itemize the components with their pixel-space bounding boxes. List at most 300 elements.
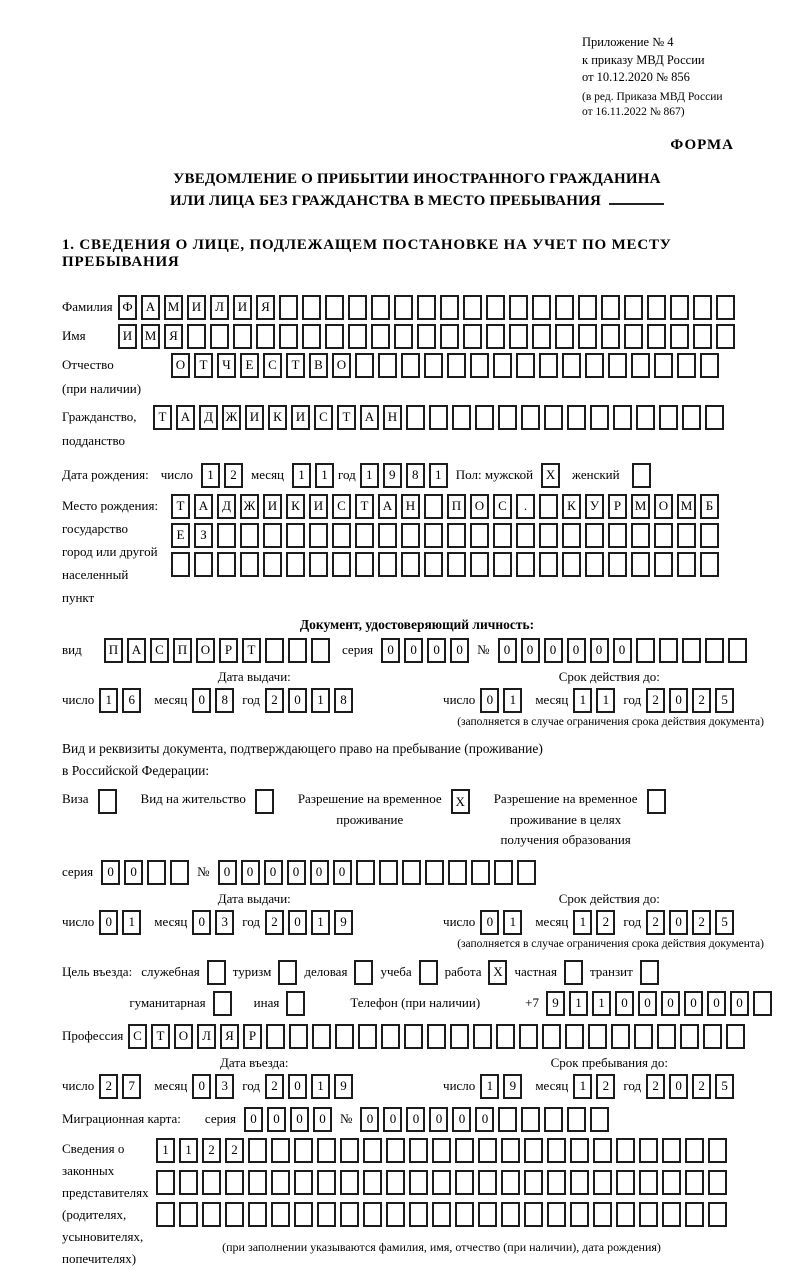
char-cell[interactable]: 0	[615, 991, 634, 1016]
char-cell[interactable]: 0	[192, 1074, 211, 1099]
char-cell[interactable]	[302, 324, 321, 349]
char-cell[interactable]: 9	[383, 463, 402, 488]
char-cell[interactable]	[539, 494, 558, 519]
char-cell[interactable]: М	[677, 494, 696, 519]
char-cell[interactable]: 2	[646, 1074, 665, 1099]
char-cell[interactable]: 0	[360, 1107, 379, 1132]
char-cell[interactable]: О	[332, 353, 351, 378]
char-cell[interactable]	[567, 1107, 586, 1132]
char-cell[interactable]: П	[104, 638, 123, 663]
char-cell[interactable]	[516, 523, 535, 548]
char-cell[interactable]	[498, 1107, 517, 1132]
char-cell[interactable]	[708, 1170, 727, 1195]
char-cell[interactable]: 0	[99, 910, 118, 935]
char-cell[interactable]	[616, 1170, 635, 1195]
char-cell[interactable]: У	[585, 494, 604, 519]
char-cell[interactable]	[265, 638, 284, 663]
char-cell[interactable]	[379, 860, 398, 885]
char-cell[interactable]: 0	[218, 860, 237, 885]
char-cell[interactable]	[578, 295, 597, 320]
char-cell[interactable]: Я	[220, 1024, 239, 1049]
char-cell[interactable]	[524, 1202, 543, 1227]
char-cell[interactable]: 1	[201, 463, 220, 488]
edu-permit-checkbox[interactable]	[647, 789, 666, 814]
char-cell[interactable]	[248, 1138, 267, 1163]
char-cell[interactable]: Р	[219, 638, 238, 663]
char-cell[interactable]	[233, 324, 252, 349]
char-cell[interactable]	[402, 860, 421, 885]
purpose-transit-checkbox[interactable]	[640, 960, 659, 985]
char-cell[interactable]	[309, 523, 328, 548]
char-cell[interactable]: 0	[452, 1107, 471, 1132]
char-cell[interactable]	[217, 552, 236, 577]
char-cell[interactable]	[286, 523, 305, 548]
char-cell[interactable]	[179, 1170, 198, 1195]
char-cell[interactable]: Т	[171, 494, 190, 519]
char-cell[interactable]	[654, 523, 673, 548]
char-cell[interactable]: 0	[521, 638, 540, 663]
char-cell[interactable]	[470, 523, 489, 548]
visa-checkbox[interactable]	[98, 789, 117, 814]
char-cell[interactable]	[705, 638, 724, 663]
char-cell[interactable]	[401, 353, 420, 378]
char-cell[interactable]	[332, 523, 351, 548]
char-cell[interactable]	[294, 1138, 313, 1163]
char-cell[interactable]: А	[378, 494, 397, 519]
char-cell[interactable]	[248, 1170, 267, 1195]
char-cell[interactable]: 0	[590, 638, 609, 663]
char-cell[interactable]	[440, 295, 459, 320]
char-cell[interactable]	[593, 1202, 612, 1227]
char-cell[interactable]: 0	[406, 1107, 425, 1132]
char-cell[interactable]	[325, 295, 344, 320]
char-cell[interactable]	[248, 1202, 267, 1227]
char-cell[interactable]	[662, 1202, 681, 1227]
char-cell[interactable]	[447, 353, 466, 378]
char-cell[interactable]	[394, 324, 413, 349]
char-cell[interactable]	[659, 405, 678, 430]
char-cell[interactable]	[332, 552, 351, 577]
char-cell[interactable]	[608, 523, 627, 548]
char-cell[interactable]	[521, 405, 540, 430]
char-cell[interactable]: А	[141, 295, 160, 320]
purpose-other-checkbox[interactable]	[286, 991, 305, 1016]
char-cell[interactable]	[524, 1170, 543, 1195]
char-cell[interactable]: Я	[164, 324, 183, 349]
char-cell[interactable]	[381, 1024, 400, 1049]
char-cell[interactable]	[547, 1170, 566, 1195]
char-cell[interactable]	[279, 324, 298, 349]
char-cell[interactable]	[363, 1202, 382, 1227]
char-cell[interactable]	[202, 1170, 221, 1195]
char-cell[interactable]	[613, 405, 632, 430]
char-cell[interactable]: 9	[334, 1074, 353, 1099]
char-cell[interactable]: 1	[573, 1074, 592, 1099]
char-cell[interactable]	[452, 405, 471, 430]
char-cell[interactable]	[639, 1170, 658, 1195]
char-cell[interactable]	[539, 523, 558, 548]
char-cell[interactable]: Т	[153, 405, 172, 430]
char-cell[interactable]	[562, 523, 581, 548]
char-cell[interactable]	[501, 1202, 520, 1227]
char-cell[interactable]: Т	[337, 405, 356, 430]
char-cell[interactable]: 2	[202, 1138, 221, 1163]
char-cell[interactable]: Е	[240, 353, 259, 378]
char-cell[interactable]	[700, 353, 719, 378]
char-cell[interactable]	[378, 523, 397, 548]
char-cell[interactable]	[494, 860, 513, 885]
char-cell[interactable]: 2	[265, 910, 284, 935]
char-cell[interactable]	[547, 1138, 566, 1163]
char-cell[interactable]: 0	[101, 860, 120, 885]
char-cell[interactable]	[432, 1138, 451, 1163]
char-cell[interactable]: 7	[122, 1074, 141, 1099]
char-cell[interactable]: Н	[401, 494, 420, 519]
char-cell[interactable]	[677, 552, 696, 577]
char-cell[interactable]: 1	[156, 1138, 175, 1163]
char-cell[interactable]	[501, 1170, 520, 1195]
char-cell[interactable]	[716, 295, 735, 320]
char-cell[interactable]	[417, 324, 436, 349]
char-cell[interactable]: И	[291, 405, 310, 430]
char-cell[interactable]	[544, 1107, 563, 1132]
char-cell[interactable]	[450, 1024, 469, 1049]
char-cell[interactable]: 5	[715, 688, 734, 713]
char-cell[interactable]	[225, 1170, 244, 1195]
char-cell[interactable]	[636, 405, 655, 430]
char-cell[interactable]	[670, 295, 689, 320]
char-cell[interactable]	[194, 552, 213, 577]
char-cell[interactable]	[271, 1138, 290, 1163]
char-cell[interactable]	[217, 523, 236, 548]
char-cell[interactable]	[708, 1202, 727, 1227]
char-cell[interactable]: Т	[286, 353, 305, 378]
char-cell[interactable]	[455, 1202, 474, 1227]
char-cell[interactable]	[496, 1024, 515, 1049]
char-cell[interactable]	[659, 638, 678, 663]
char-cell[interactable]: 1	[592, 991, 611, 1016]
char-cell[interactable]	[312, 1024, 331, 1049]
char-cell[interactable]	[171, 552, 190, 577]
char-cell[interactable]	[340, 1170, 359, 1195]
char-cell[interactable]: Ч	[217, 353, 236, 378]
char-cell[interactable]: 0	[684, 991, 703, 1016]
char-cell[interactable]	[639, 1138, 658, 1163]
char-cell[interactable]	[401, 552, 420, 577]
char-cell[interactable]: 1	[596, 688, 615, 713]
char-cell[interactable]	[562, 353, 581, 378]
char-cell[interactable]	[427, 1024, 446, 1049]
gender-female-checkbox[interactable]	[632, 463, 651, 488]
char-cell[interactable]	[685, 1138, 704, 1163]
char-cell[interactable]	[271, 1170, 290, 1195]
char-cell[interactable]	[378, 552, 397, 577]
char-cell[interactable]: 1	[311, 910, 330, 935]
char-cell[interactable]: 0	[288, 910, 307, 935]
char-cell[interactable]: О	[196, 638, 215, 663]
char-cell[interactable]: 0	[310, 860, 329, 885]
char-cell[interactable]: А	[360, 405, 379, 430]
char-cell[interactable]: П	[173, 638, 192, 663]
purpose-work-checkbox[interactable]: X	[488, 960, 507, 985]
char-cell[interactable]	[478, 1138, 497, 1163]
purpose-study-checkbox[interactable]	[419, 960, 438, 985]
char-cell[interactable]	[302, 295, 321, 320]
char-cell[interactable]	[440, 324, 459, 349]
char-cell[interactable]	[432, 1202, 451, 1227]
char-cell[interactable]	[471, 860, 490, 885]
char-cell[interactable]	[657, 1024, 676, 1049]
char-cell[interactable]	[294, 1170, 313, 1195]
char-cell[interactable]: Д	[217, 494, 236, 519]
char-cell[interactable]: 0	[290, 1107, 309, 1132]
char-cell[interactable]: Н	[383, 405, 402, 430]
char-cell[interactable]: 0	[730, 991, 749, 1016]
char-cell[interactable]: 2	[646, 910, 665, 935]
char-cell[interactable]: 1	[569, 991, 588, 1016]
char-cell[interactable]	[654, 353, 673, 378]
char-cell[interactable]	[682, 638, 701, 663]
char-cell[interactable]	[355, 523, 374, 548]
char-cell[interactable]	[256, 324, 275, 349]
char-cell[interactable]	[386, 1202, 405, 1227]
char-cell[interactable]	[608, 353, 627, 378]
char-cell[interactable]	[524, 1138, 543, 1163]
char-cell[interactable]: Т	[355, 494, 374, 519]
char-cell[interactable]	[363, 1138, 382, 1163]
char-cell[interactable]	[470, 552, 489, 577]
char-cell[interactable]	[317, 1138, 336, 1163]
char-cell[interactable]	[424, 552, 443, 577]
char-cell[interactable]	[647, 295, 666, 320]
char-cell[interactable]: В	[309, 353, 328, 378]
char-cell[interactable]	[147, 860, 166, 885]
char-cell[interactable]: 0	[429, 1107, 448, 1132]
char-cell[interactable]: Ж	[222, 405, 241, 430]
char-cell[interactable]	[501, 1138, 520, 1163]
char-cell[interactable]: 1	[311, 1074, 330, 1099]
char-cell[interactable]: О	[654, 494, 673, 519]
char-cell[interactable]: Р	[243, 1024, 262, 1049]
char-cell[interactable]	[424, 353, 443, 378]
char-cell[interactable]: К	[268, 405, 287, 430]
char-cell[interactable]	[517, 860, 536, 885]
char-cell[interactable]: 1	[360, 463, 379, 488]
char-cell[interactable]: 1	[573, 688, 592, 713]
char-cell[interactable]	[624, 295, 643, 320]
char-cell[interactable]	[539, 353, 558, 378]
char-cell[interactable]: П	[447, 494, 466, 519]
char-cell[interactable]: 0	[544, 638, 563, 663]
char-cell[interactable]	[567, 405, 586, 430]
temp-permit-checkbox[interactable]: X	[451, 789, 470, 814]
char-cell[interactable]	[156, 1202, 175, 1227]
char-cell[interactable]	[325, 324, 344, 349]
char-cell[interactable]: 0	[192, 910, 211, 935]
char-cell[interactable]	[590, 1107, 609, 1132]
char-cell[interactable]	[590, 405, 609, 430]
char-cell[interactable]: 0	[427, 638, 446, 663]
char-cell[interactable]: 2	[692, 688, 711, 713]
char-cell[interactable]	[547, 1202, 566, 1227]
char-cell[interactable]: 8	[334, 688, 353, 713]
char-cell[interactable]	[578, 324, 597, 349]
char-cell[interactable]	[240, 523, 259, 548]
char-cell[interactable]	[470, 353, 489, 378]
purpose-tourism-checkbox[interactable]	[278, 960, 297, 985]
char-cell[interactable]: Л	[197, 1024, 216, 1049]
char-cell[interactable]	[708, 1138, 727, 1163]
char-cell[interactable]	[570, 1138, 589, 1163]
char-cell[interactable]	[611, 1024, 630, 1049]
char-cell[interactable]: 2	[224, 463, 243, 488]
char-cell[interactable]: 8	[406, 463, 425, 488]
char-cell[interactable]	[401, 523, 420, 548]
char-cell[interactable]	[532, 295, 551, 320]
char-cell[interactable]	[662, 1170, 681, 1195]
char-cell[interactable]	[409, 1138, 428, 1163]
purpose-humanitarian-checkbox[interactable]	[213, 991, 232, 1016]
char-cell[interactable]: М	[164, 295, 183, 320]
char-cell[interactable]: 0	[192, 688, 211, 713]
char-cell[interactable]: 0	[383, 1107, 402, 1132]
char-cell[interactable]: Л	[210, 295, 229, 320]
char-cell[interactable]: Д	[199, 405, 218, 430]
char-cell[interactable]: 0	[124, 860, 143, 885]
char-cell[interactable]	[562, 552, 581, 577]
char-cell[interactable]	[585, 523, 604, 548]
char-cell[interactable]	[478, 1170, 497, 1195]
char-cell[interactable]	[409, 1202, 428, 1227]
char-cell[interactable]: 0	[613, 638, 632, 663]
char-cell[interactable]: Я	[256, 295, 275, 320]
char-cell[interactable]	[279, 295, 298, 320]
char-cell[interactable]: Е	[171, 523, 190, 548]
char-cell[interactable]: 2	[646, 688, 665, 713]
char-cell[interactable]	[170, 860, 189, 885]
purpose-business-checkbox[interactable]	[354, 960, 373, 985]
char-cell[interactable]	[521, 1107, 540, 1132]
char-cell[interactable]: 1	[480, 1074, 499, 1099]
char-cell[interactable]	[486, 295, 505, 320]
char-cell[interactable]	[516, 353, 535, 378]
char-cell[interactable]	[455, 1170, 474, 1195]
char-cell[interactable]	[348, 324, 367, 349]
char-cell[interactable]: С	[150, 638, 169, 663]
char-cell[interactable]	[424, 523, 443, 548]
char-cell[interactable]	[493, 523, 512, 548]
char-cell[interactable]	[670, 324, 689, 349]
char-cell[interactable]	[335, 1024, 354, 1049]
char-cell[interactable]: 1	[122, 910, 141, 935]
char-cell[interactable]	[555, 324, 574, 349]
char-cell[interactable]	[289, 1024, 308, 1049]
char-cell[interactable]: 1	[429, 463, 448, 488]
char-cell[interactable]	[705, 405, 724, 430]
purpose-private-checkbox[interactable]	[564, 960, 583, 985]
char-cell[interactable]: 0	[287, 860, 306, 885]
char-cell[interactable]: 2	[99, 1074, 118, 1099]
char-cell[interactable]	[448, 860, 467, 885]
char-cell[interactable]	[570, 1170, 589, 1195]
char-cell[interactable]	[685, 1170, 704, 1195]
char-cell[interactable]: 1	[503, 688, 522, 713]
char-cell[interactable]	[179, 1202, 198, 1227]
char-cell[interactable]	[394, 295, 413, 320]
char-cell[interactable]	[386, 1138, 405, 1163]
char-cell[interactable]	[363, 1170, 382, 1195]
char-cell[interactable]: 0	[707, 991, 726, 1016]
char-cell[interactable]: К	[562, 494, 581, 519]
char-cell[interactable]: 0	[241, 860, 260, 885]
char-cell[interactable]	[210, 324, 229, 349]
char-cell[interactable]: 2	[225, 1138, 244, 1163]
char-cell[interactable]	[677, 353, 696, 378]
char-cell[interactable]	[565, 1024, 584, 1049]
char-cell[interactable]	[542, 1024, 561, 1049]
char-cell[interactable]	[409, 1170, 428, 1195]
char-cell[interactable]: Т	[242, 638, 261, 663]
char-cell[interactable]	[498, 405, 517, 430]
char-cell[interactable]	[309, 552, 328, 577]
residence-permit-checkbox[interactable]	[255, 789, 274, 814]
char-cell[interactable]	[516, 552, 535, 577]
char-cell[interactable]	[271, 1202, 290, 1227]
char-cell[interactable]: 5	[715, 1074, 734, 1099]
char-cell[interactable]: 0	[381, 638, 400, 663]
char-cell[interactable]: 5	[715, 910, 734, 935]
char-cell[interactable]	[463, 324, 482, 349]
char-cell[interactable]	[263, 523, 282, 548]
char-cell[interactable]: 8	[215, 688, 234, 713]
char-cell[interactable]	[601, 324, 620, 349]
char-cell[interactable]	[677, 523, 696, 548]
char-cell[interactable]: 0	[475, 1107, 494, 1132]
char-cell[interactable]: 0	[638, 991, 657, 1016]
char-cell[interactable]	[371, 324, 390, 349]
char-cell[interactable]	[631, 353, 650, 378]
char-cell[interactable]: 0	[661, 991, 680, 1016]
char-cell[interactable]	[317, 1202, 336, 1227]
char-cell[interactable]: 2	[692, 1074, 711, 1099]
char-cell[interactable]: 0	[288, 688, 307, 713]
char-cell[interactable]: С	[263, 353, 282, 378]
char-cell[interactable]: О	[470, 494, 489, 519]
char-cell[interactable]: 0	[669, 910, 688, 935]
char-cell[interactable]	[544, 405, 563, 430]
char-cell[interactable]: 1	[315, 463, 334, 488]
char-cell[interactable]: 2	[265, 688, 284, 713]
char-cell[interactable]: И	[263, 494, 282, 519]
char-cell[interactable]	[358, 1024, 377, 1049]
char-cell[interactable]: .	[516, 494, 535, 519]
char-cell[interactable]	[263, 552, 282, 577]
char-cell[interactable]: О	[171, 353, 190, 378]
char-cell[interactable]: 2	[265, 1074, 284, 1099]
char-cell[interactable]: Б	[700, 494, 719, 519]
char-cell[interactable]	[585, 353, 604, 378]
char-cell[interactable]	[371, 295, 390, 320]
char-cell[interactable]	[616, 1202, 635, 1227]
char-cell[interactable]	[202, 1202, 221, 1227]
char-cell[interactable]	[424, 494, 443, 519]
char-cell[interactable]	[532, 324, 551, 349]
char-cell[interactable]	[447, 552, 466, 577]
char-cell[interactable]: Ж	[240, 494, 259, 519]
char-cell[interactable]: 0	[267, 1107, 286, 1132]
char-cell[interactable]	[608, 552, 627, 577]
char-cell[interactable]: И	[245, 405, 264, 430]
